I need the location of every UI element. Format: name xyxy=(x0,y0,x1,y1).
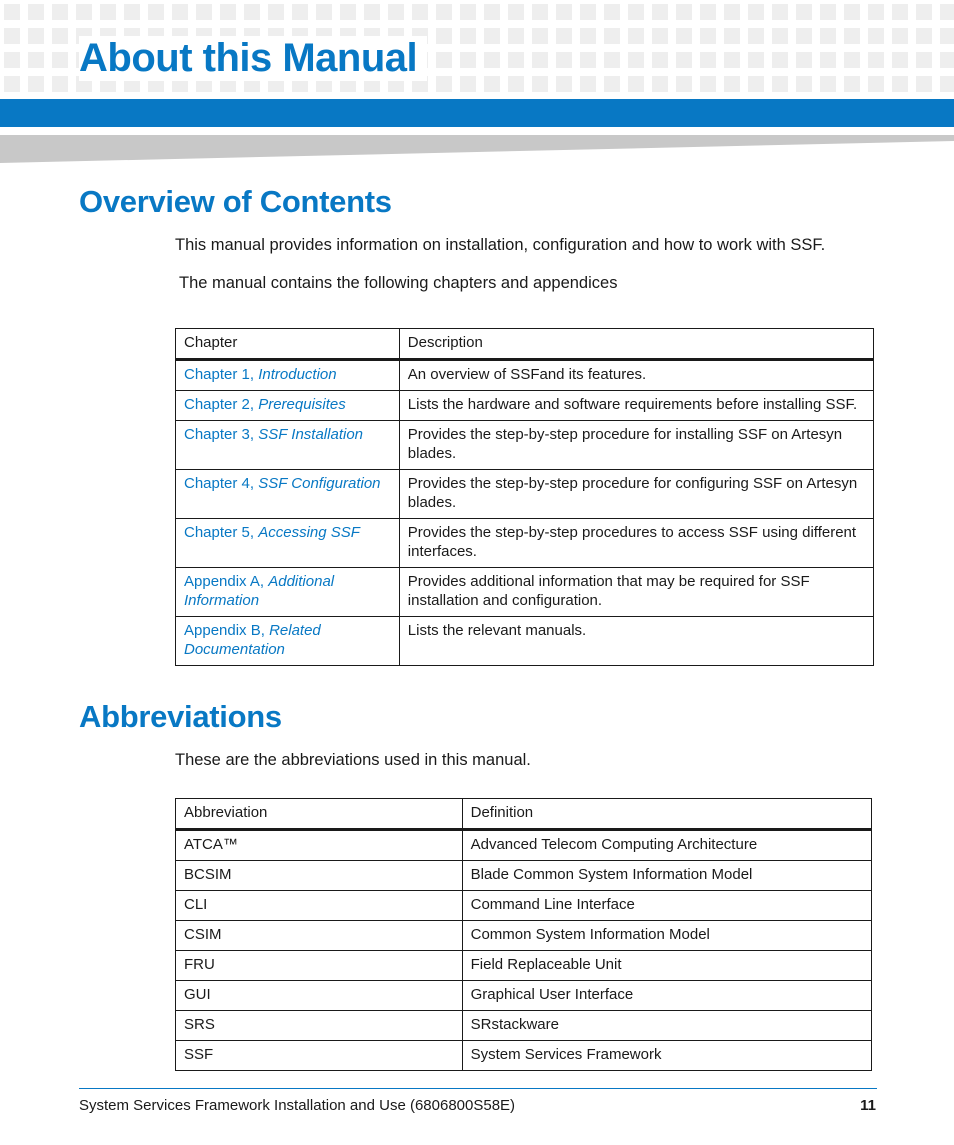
table-row xyxy=(176,519,874,568)
description-cell: Lists the hardware and software requirements before installing SSF. xyxy=(399,391,873,421)
chapter-number: Chapter 1, xyxy=(184,366,259,383)
abbreviation-cell: BCSIM xyxy=(176,861,463,891)
chapter-title: SSF Installation xyxy=(258,426,363,443)
abbreviation-cell: ATCA™ xyxy=(176,830,463,861)
chapter-link[interactable] xyxy=(184,426,363,443)
abbreviation-cell: SSF xyxy=(176,1041,463,1071)
definition-cell: Advanced Telecom Computing Architecture xyxy=(462,830,871,861)
definition-cell: Command Line Interface xyxy=(462,891,871,921)
chapter-link[interactable] xyxy=(184,475,381,492)
table-header-row xyxy=(176,799,872,830)
chapter-number: Appendix B, xyxy=(184,622,270,639)
chapter-title: Prerequisites xyxy=(258,396,346,413)
column-header-description: Description xyxy=(399,329,873,360)
table-row xyxy=(176,861,872,891)
chapter-link[interactable] xyxy=(184,396,346,413)
column-header-abbreviation: Abbreviation xyxy=(176,799,463,830)
description-cell: Lists the relevant manuals. xyxy=(399,617,873,666)
abbreviations-heading: Abbreviations xyxy=(79,699,282,734)
table-row xyxy=(176,830,872,861)
chapter-title: Accessing SSF xyxy=(258,524,360,541)
definition-cell: SRstackware xyxy=(462,1011,871,1041)
description-cell: Provides additional information that may be required for SSF installation and configuration. xyxy=(399,568,873,617)
table-row xyxy=(176,921,872,951)
chapter-number: Appendix A, xyxy=(184,573,269,590)
definition-cell: Field Replaceable Unit xyxy=(462,951,871,981)
abbreviation-cell: CSIM xyxy=(176,921,463,951)
table-row xyxy=(176,391,874,421)
abbreviations-table xyxy=(175,798,872,1071)
chapters-table xyxy=(175,328,874,666)
description-cell: Provides the step-by-step procedures to access SSF using different interfaces. xyxy=(399,519,873,568)
chapter-cell xyxy=(176,360,400,391)
chapter-cell xyxy=(176,617,400,666)
description-cell: Provides the step-by-step procedure for configuring SSF on Artesyn blades. xyxy=(399,470,873,519)
column-header-chapter: Chapter xyxy=(176,329,400,360)
chapter-number: Chapter 2, xyxy=(184,396,259,413)
chapter-link[interactable] xyxy=(184,573,334,609)
overview-intro: This manual provides information on installation, configuration and how to work with SSF. xyxy=(175,236,826,254)
abbreviation-cell: SRS xyxy=(176,1011,463,1041)
chapter-link[interactable] xyxy=(184,622,321,658)
chapter-link[interactable] xyxy=(184,524,360,541)
chapter-title: Related Documentation xyxy=(184,622,321,658)
chapter-title: Additional Information xyxy=(184,573,335,609)
overview-intro-2: The manual contains the following chapters and appendices xyxy=(179,274,618,292)
definition-cell: Common System Information Model xyxy=(462,921,871,951)
chapter-title: SSF Configuration xyxy=(258,475,381,492)
chapter-cell xyxy=(176,421,400,470)
abbreviation-cell: FRU xyxy=(176,951,463,981)
table-row xyxy=(176,360,874,391)
table-row xyxy=(176,1041,872,1071)
chapter-number: Chapter 5, xyxy=(184,524,259,541)
abbreviation-cell: CLI xyxy=(176,891,463,921)
definition-cell: System Services Framework xyxy=(462,1041,871,1071)
header-blue-bar xyxy=(0,99,954,127)
column-header-definition: Definition xyxy=(462,799,871,830)
chapter-number: Chapter 3, xyxy=(184,426,259,443)
description-cell: Provides the step-by-step procedure for installing SSF on Artesyn blades. xyxy=(399,421,873,470)
chapter-cell xyxy=(176,470,400,519)
table-row xyxy=(176,568,874,617)
page-title: About this Manual xyxy=(79,36,427,81)
table-row xyxy=(176,1011,872,1041)
abbreviation-cell: GUI xyxy=(176,981,463,1011)
table-row xyxy=(176,891,872,921)
table-row xyxy=(176,951,872,981)
table-row xyxy=(176,470,874,519)
table-row xyxy=(176,617,874,666)
chapter-cell xyxy=(176,519,400,568)
table-row xyxy=(176,421,874,470)
footer-rule xyxy=(79,1088,877,1089)
footer-page-number: 11 xyxy=(860,1097,876,1114)
chapter-number: Chapter 4, xyxy=(184,475,259,492)
chapter-cell xyxy=(176,568,400,617)
definition-cell: Graphical User Interface xyxy=(462,981,871,1011)
chapter-link[interactable] xyxy=(184,366,337,383)
footer-doc-title: System Services Framework Installation and Use (6806800S58E) xyxy=(79,1097,516,1114)
chapter-title: Introduction xyxy=(258,366,337,383)
description-cell: An overview of SSFand its features. xyxy=(399,360,873,391)
definition-cell: Blade Common System Information Model xyxy=(462,861,871,891)
chapter-cell xyxy=(176,391,400,421)
table-row xyxy=(176,981,872,1011)
table-header-row xyxy=(176,329,874,360)
overview-heading: Overview of Contents xyxy=(79,184,392,219)
abbreviations-intro: These are the abbreviations used in this manual. xyxy=(175,751,531,769)
header-gray-swoosh xyxy=(0,127,954,163)
